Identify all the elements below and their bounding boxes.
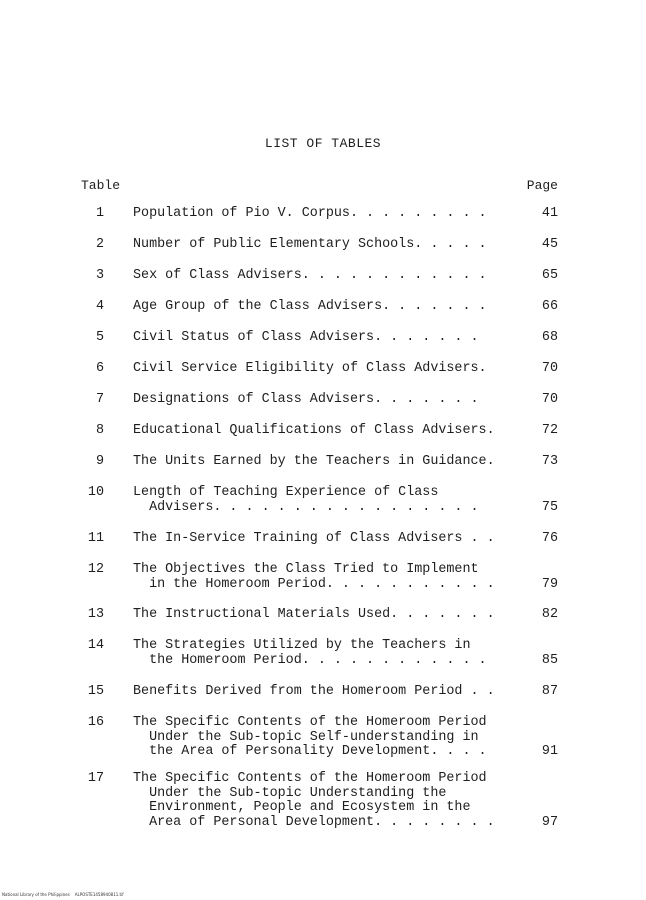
table-entry-title — [133, 207, 518, 222]
table-entry-title-line: Sex of Class Advisers. . . . . . . . . . . . — [133, 268, 487, 283]
table-entry-title — [133, 685, 518, 700]
table-entry-title-line: Population of Pio V. Corpus. . . . . . . . . — [133, 206, 487, 221]
table-entry-title-line: Under the Sub-topic Self-understanding in — [133, 729, 479, 745]
table-entry-page: 70 — [541, 392, 558, 407]
table-entry-number: 15 — [87, 684, 104, 699]
table-entry-title — [133, 269, 518, 284]
table-entry-number: 7 — [95, 392, 104, 407]
table-entry-title — [133, 238, 518, 253]
table-entry-title — [133, 393, 518, 408]
table-entry-number: 11 — [87, 531, 104, 546]
table-entry-page: 66 — [541, 299, 558, 314]
table-entry-title — [133, 486, 518, 515]
table-entry-page: 91 — [541, 744, 558, 759]
table-entry-page: 87 — [541, 684, 558, 699]
table-entry-title-line: Civil Service Eligibility of Class Advisers. — [133, 361, 487, 376]
table-entry-page: 45 — [541, 237, 558, 252]
table-entry-title-line: Designations of Class Advisers. . . . . . . — [133, 392, 479, 407]
table-entry-title-line: The Specific Contents of the Homeroom Period — [133, 715, 487, 730]
table-entry-title — [133, 532, 518, 547]
table-entry-page: 65 — [541, 268, 558, 283]
table-entry-page: 70 — [541, 361, 558, 376]
table-entry-page: 72 — [541, 423, 558, 438]
table-entry-title-line: in the Homeroom Period. . . . . . . . . . . — [133, 576, 495, 592]
table-entry-title — [133, 716, 518, 760]
table-entry-page: 85 — [541, 652, 558, 668]
table-entry-page: 76 — [541, 531, 558, 546]
table-entry-number: 16 — [87, 715, 104, 730]
page-column-header: Page — [526, 178, 558, 193]
table-entry-title-line: The In-Service Training of Class Advisers . . — [133, 531, 495, 546]
table-entry-title — [133, 331, 518, 346]
table-entry-number: 3 — [95, 268, 104, 283]
table-entry-page: 79 — [541, 576, 558, 592]
scan-footer: National Library of the Philippines ALPOSTE1458940811.tif — [2, 892, 124, 897]
table-entry-page: 73 — [541, 454, 558, 469]
table-entry-title — [133, 772, 518, 830]
table-entry-page: 82 — [541, 607, 558, 622]
table-entry-number: 2 — [95, 237, 104, 252]
table-entry-title-line: Area of Personal Development. . . . . . . . — [133, 814, 495, 830]
table-entry-title-line: Educational Qualifications of Class Advisers. — [133, 423, 495, 438]
table-entry-number: 6 — [95, 361, 104, 376]
table-entry-title — [133, 639, 518, 668]
table-entry-title-line: The Strategies Utilized by the Teachers in — [133, 638, 471, 653]
table-entry-title-line: Length of Teaching Experience of Class — [133, 485, 439, 500]
table-entry-number: 9 — [95, 454, 104, 469]
table-entry-title-line: the Homeroom Period. . . . . . . . . . . . — [133, 652, 487, 668]
table-entry-title-line: Age Group of the Class Advisers. . . . . . . — [133, 299, 487, 314]
table-entry-page: 68 — [541, 330, 558, 345]
table-entry-title-line: Environment, People and Ecosystem in the — [133, 800, 471, 815]
table-entry-title-line: The Instructional Materials Used. . . . . . . — [133, 607, 495, 622]
table-entry-page: 97 — [541, 814, 558, 830]
table-entry-title-line: The Objectives the Class Tried to Implement — [133, 562, 479, 577]
table-entry-number: 10 — [87, 485, 104, 500]
table-entry-title — [133, 563, 518, 592]
table-entry-title — [133, 424, 518, 439]
table-entry-page: 75 — [541, 499, 558, 515]
table-entry-title — [133, 608, 518, 623]
table-entry-number: 14 — [87, 638, 104, 653]
table-entry-title-line: Benefits Derived from the Homeroom Period . . — [133, 684, 495, 699]
table-entry-title-line: Advisers. . . . . . . . . . . . . . . . . — [133, 499, 479, 515]
table-column-header: Table — [81, 178, 121, 193]
table-entry-title-line: Civil Status of Class Advisers. . . . . . . — [133, 330, 479, 345]
table-entry-number: 12 — [87, 562, 104, 577]
table-entry-title — [133, 362, 518, 377]
table-entry-title-line: The Units Earned by the Teachers in Guidance. — [133, 454, 495, 469]
table-entry-title — [133, 455, 518, 470]
table-entry-number: 8 — [95, 423, 104, 438]
table-entry-number: 5 — [95, 330, 104, 345]
table-entry-number: 1 — [95, 206, 104, 221]
table-entry-number: 4 — [95, 299, 104, 314]
table-entry-title-line: Number of Public Elementary Schools. . . . . — [133, 237, 487, 252]
table-entry-page: 41 — [541, 206, 558, 221]
page-title: LIST OF TABLES — [264, 136, 382, 151]
table-entry-number: 17 — [87, 771, 104, 786]
table-entry-title-line: Under the Sub-topic Understanding the — [133, 785, 447, 801]
table-entry-number: 13 — [87, 607, 104, 622]
table-entry-title — [133, 300, 518, 315]
table-entry-title-line: The Specific Contents of the Homeroom Period — [133, 771, 487, 786]
table-entry-title-line: the Area of Personality Development. . . . — [133, 744, 487, 759]
